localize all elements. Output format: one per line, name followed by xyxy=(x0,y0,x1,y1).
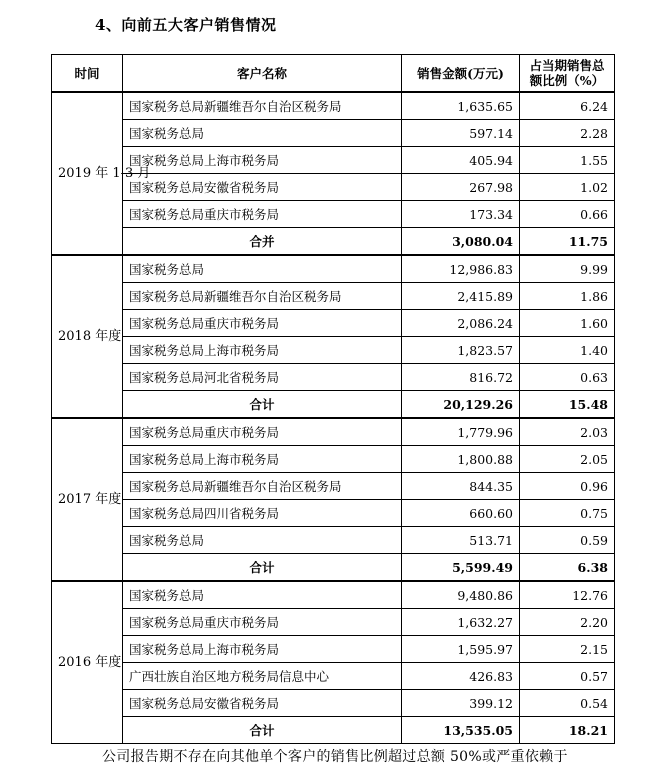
customer-name-cell: 国家税务总局新疆维吾尔自治区税务局 xyxy=(123,92,402,120)
customer-name-cell: 国家税务总局重庆市税务局 xyxy=(123,418,402,446)
table-row xyxy=(52,174,615,201)
customer-name-cell: 国家税务总局重庆市税务局 xyxy=(123,609,402,636)
table-row xyxy=(52,283,615,310)
customer-name-cell: 国家税务总局 xyxy=(123,255,402,283)
table-row xyxy=(52,473,615,500)
table-row xyxy=(52,609,615,636)
table-row xyxy=(52,690,615,717)
table-row xyxy=(52,500,615,527)
amount-cell: 2,415.89 xyxy=(402,283,520,310)
ratio-cell: 6.24 xyxy=(520,92,615,120)
ratio-cell: 0.66 xyxy=(520,201,615,228)
table-row xyxy=(52,201,615,228)
footer-text: 公司报告期不存在向其他单个客户的销售比例超过总额 50%或严重依赖于 xyxy=(102,749,568,765)
amount-cell: 1,595.97 xyxy=(402,636,520,663)
ratio-cell: 2.05 xyxy=(520,446,615,473)
customer-name-cell: 国家税务总局河北省税务局 xyxy=(123,364,402,391)
table-row xyxy=(52,364,615,391)
table-row xyxy=(52,663,615,690)
customer-name-cell: 国家税务总局安徽省税务局 xyxy=(123,174,402,201)
customer-name-cell: 国家税务总局上海市税务局 xyxy=(123,337,402,364)
table-row xyxy=(52,92,615,120)
customer-name-cell: 国家税务总局 xyxy=(123,581,402,609)
ratio-cell: 2.03 xyxy=(520,418,615,446)
customer-name-cell: 国家税务总局 xyxy=(123,527,402,554)
customer-name-cell: 国家税务总局四川省税务局 xyxy=(123,500,402,527)
total-ratio-cell: 18.21 xyxy=(520,717,615,744)
top-five-customers-table xyxy=(51,54,615,744)
total-label-cell: 合计 xyxy=(123,391,402,419)
header-amount: 销售金额(万元) xyxy=(402,55,520,93)
total-amount-cell: 5,599.49 xyxy=(402,554,520,582)
header-customer: 客户名称 xyxy=(123,55,402,93)
ratio-cell: 12.76 xyxy=(520,581,615,609)
period-cell: 2016 年度 xyxy=(52,581,123,744)
period-cell: 2017 年度 xyxy=(52,418,123,581)
amount-cell: 267.98 xyxy=(402,174,520,201)
ratio-cell: 0.57 xyxy=(520,663,615,690)
ratio-cell: 2.20 xyxy=(520,609,615,636)
customer-name-cell: 国家税务总局新疆维吾尔自治区税务局 xyxy=(123,283,402,310)
customer-name-cell: 国家税务总局上海市税务局 xyxy=(123,636,402,663)
table-row xyxy=(52,310,615,337)
table-row xyxy=(52,636,615,663)
amount-cell: 660.60 xyxy=(402,500,520,527)
header-ratio: 占当期销售总额比例（%） xyxy=(520,55,615,93)
period-cell: 2018 年度 xyxy=(52,255,123,418)
table-row xyxy=(52,120,615,147)
table-row xyxy=(52,446,615,473)
period-cell: 2019 年 1-3 月 xyxy=(52,92,123,255)
customer-name-cell: 国家税务总局新疆维吾尔自治区税务局 xyxy=(123,473,402,500)
amount-cell: 426.83 xyxy=(402,663,520,690)
total-label-cell: 合计 xyxy=(123,717,402,744)
total-row xyxy=(52,391,615,419)
table-row xyxy=(52,337,615,364)
total-row xyxy=(52,717,615,744)
customer-name-cell: 国家税务总局安徽省税务局 xyxy=(123,690,402,717)
amount-cell: 9,480.86 xyxy=(402,581,520,609)
amount-cell: 1,800.88 xyxy=(402,446,520,473)
ratio-cell: 0.63 xyxy=(520,364,615,391)
ratio-cell: 1.86 xyxy=(520,283,615,310)
amount-cell: 2,086.24 xyxy=(402,310,520,337)
ratio-cell: 1.60 xyxy=(520,310,615,337)
customer-name-cell: 广西壮族自治区地方税务局信息中心 xyxy=(123,663,402,690)
amount-cell: 513.71 xyxy=(402,527,520,554)
table-row xyxy=(52,255,615,283)
total-ratio-cell: 15.48 xyxy=(520,391,615,419)
total-amount-cell: 20,129.26 xyxy=(402,391,520,419)
table-body xyxy=(52,92,615,744)
total-row xyxy=(52,228,615,256)
ratio-cell: 9.99 xyxy=(520,255,615,283)
amount-cell: 597.14 xyxy=(402,120,520,147)
ratio-cell: 0.96 xyxy=(520,473,615,500)
customer-name-cell: 国家税务总局重庆市税务局 xyxy=(123,201,402,228)
amount-cell: 816.72 xyxy=(402,364,520,391)
section-heading: 4、向前五大客户销售情况 xyxy=(95,16,277,34)
total-ratio-cell: 11.75 xyxy=(520,228,615,256)
ratio-cell: 2.15 xyxy=(520,636,615,663)
ratio-cell: 2.28 xyxy=(520,120,615,147)
amount-cell: 173.34 xyxy=(402,201,520,228)
customer-name-cell: 国家税务总局 xyxy=(123,120,402,147)
ratio-cell: 1.55 xyxy=(520,147,615,174)
total-ratio-cell: 6.38 xyxy=(520,554,615,582)
amount-cell: 399.12 xyxy=(402,690,520,717)
header-period: 时间 xyxy=(52,55,123,93)
amount-cell: 844.35 xyxy=(402,473,520,500)
total-amount-cell: 13,535.05 xyxy=(402,717,520,744)
table-row xyxy=(52,581,615,609)
customer-name-cell: 国家税务总局重庆市税务局 xyxy=(123,310,402,337)
total-amount-cell: 3,080.04 xyxy=(402,228,520,256)
total-row xyxy=(52,554,615,582)
ratio-cell: 0.59 xyxy=(520,527,615,554)
amount-cell: 1,632.27 xyxy=(402,609,520,636)
ratio-cell: 0.54 xyxy=(520,690,615,717)
total-label-cell: 合并 xyxy=(123,228,402,256)
total-label-cell: 合计 xyxy=(123,554,402,582)
amount-cell: 1,823.57 xyxy=(402,337,520,364)
amount-cell: 12,986.83 xyxy=(402,255,520,283)
ratio-cell: 1.40 xyxy=(520,337,615,364)
amount-cell: 1,635.65 xyxy=(402,92,520,120)
table-row xyxy=(52,527,615,554)
table-header-row xyxy=(52,55,615,93)
table-row xyxy=(52,418,615,446)
ratio-cell: 0.75 xyxy=(520,500,615,527)
amount-cell: 405.94 xyxy=(402,147,520,174)
ratio-cell: 1.02 xyxy=(520,174,615,201)
customer-name-cell: 国家税务总局上海市税务局 xyxy=(123,147,402,174)
customer-name-cell: 国家税务总局上海市税务局 xyxy=(123,446,402,473)
amount-cell: 1,779.96 xyxy=(402,418,520,446)
